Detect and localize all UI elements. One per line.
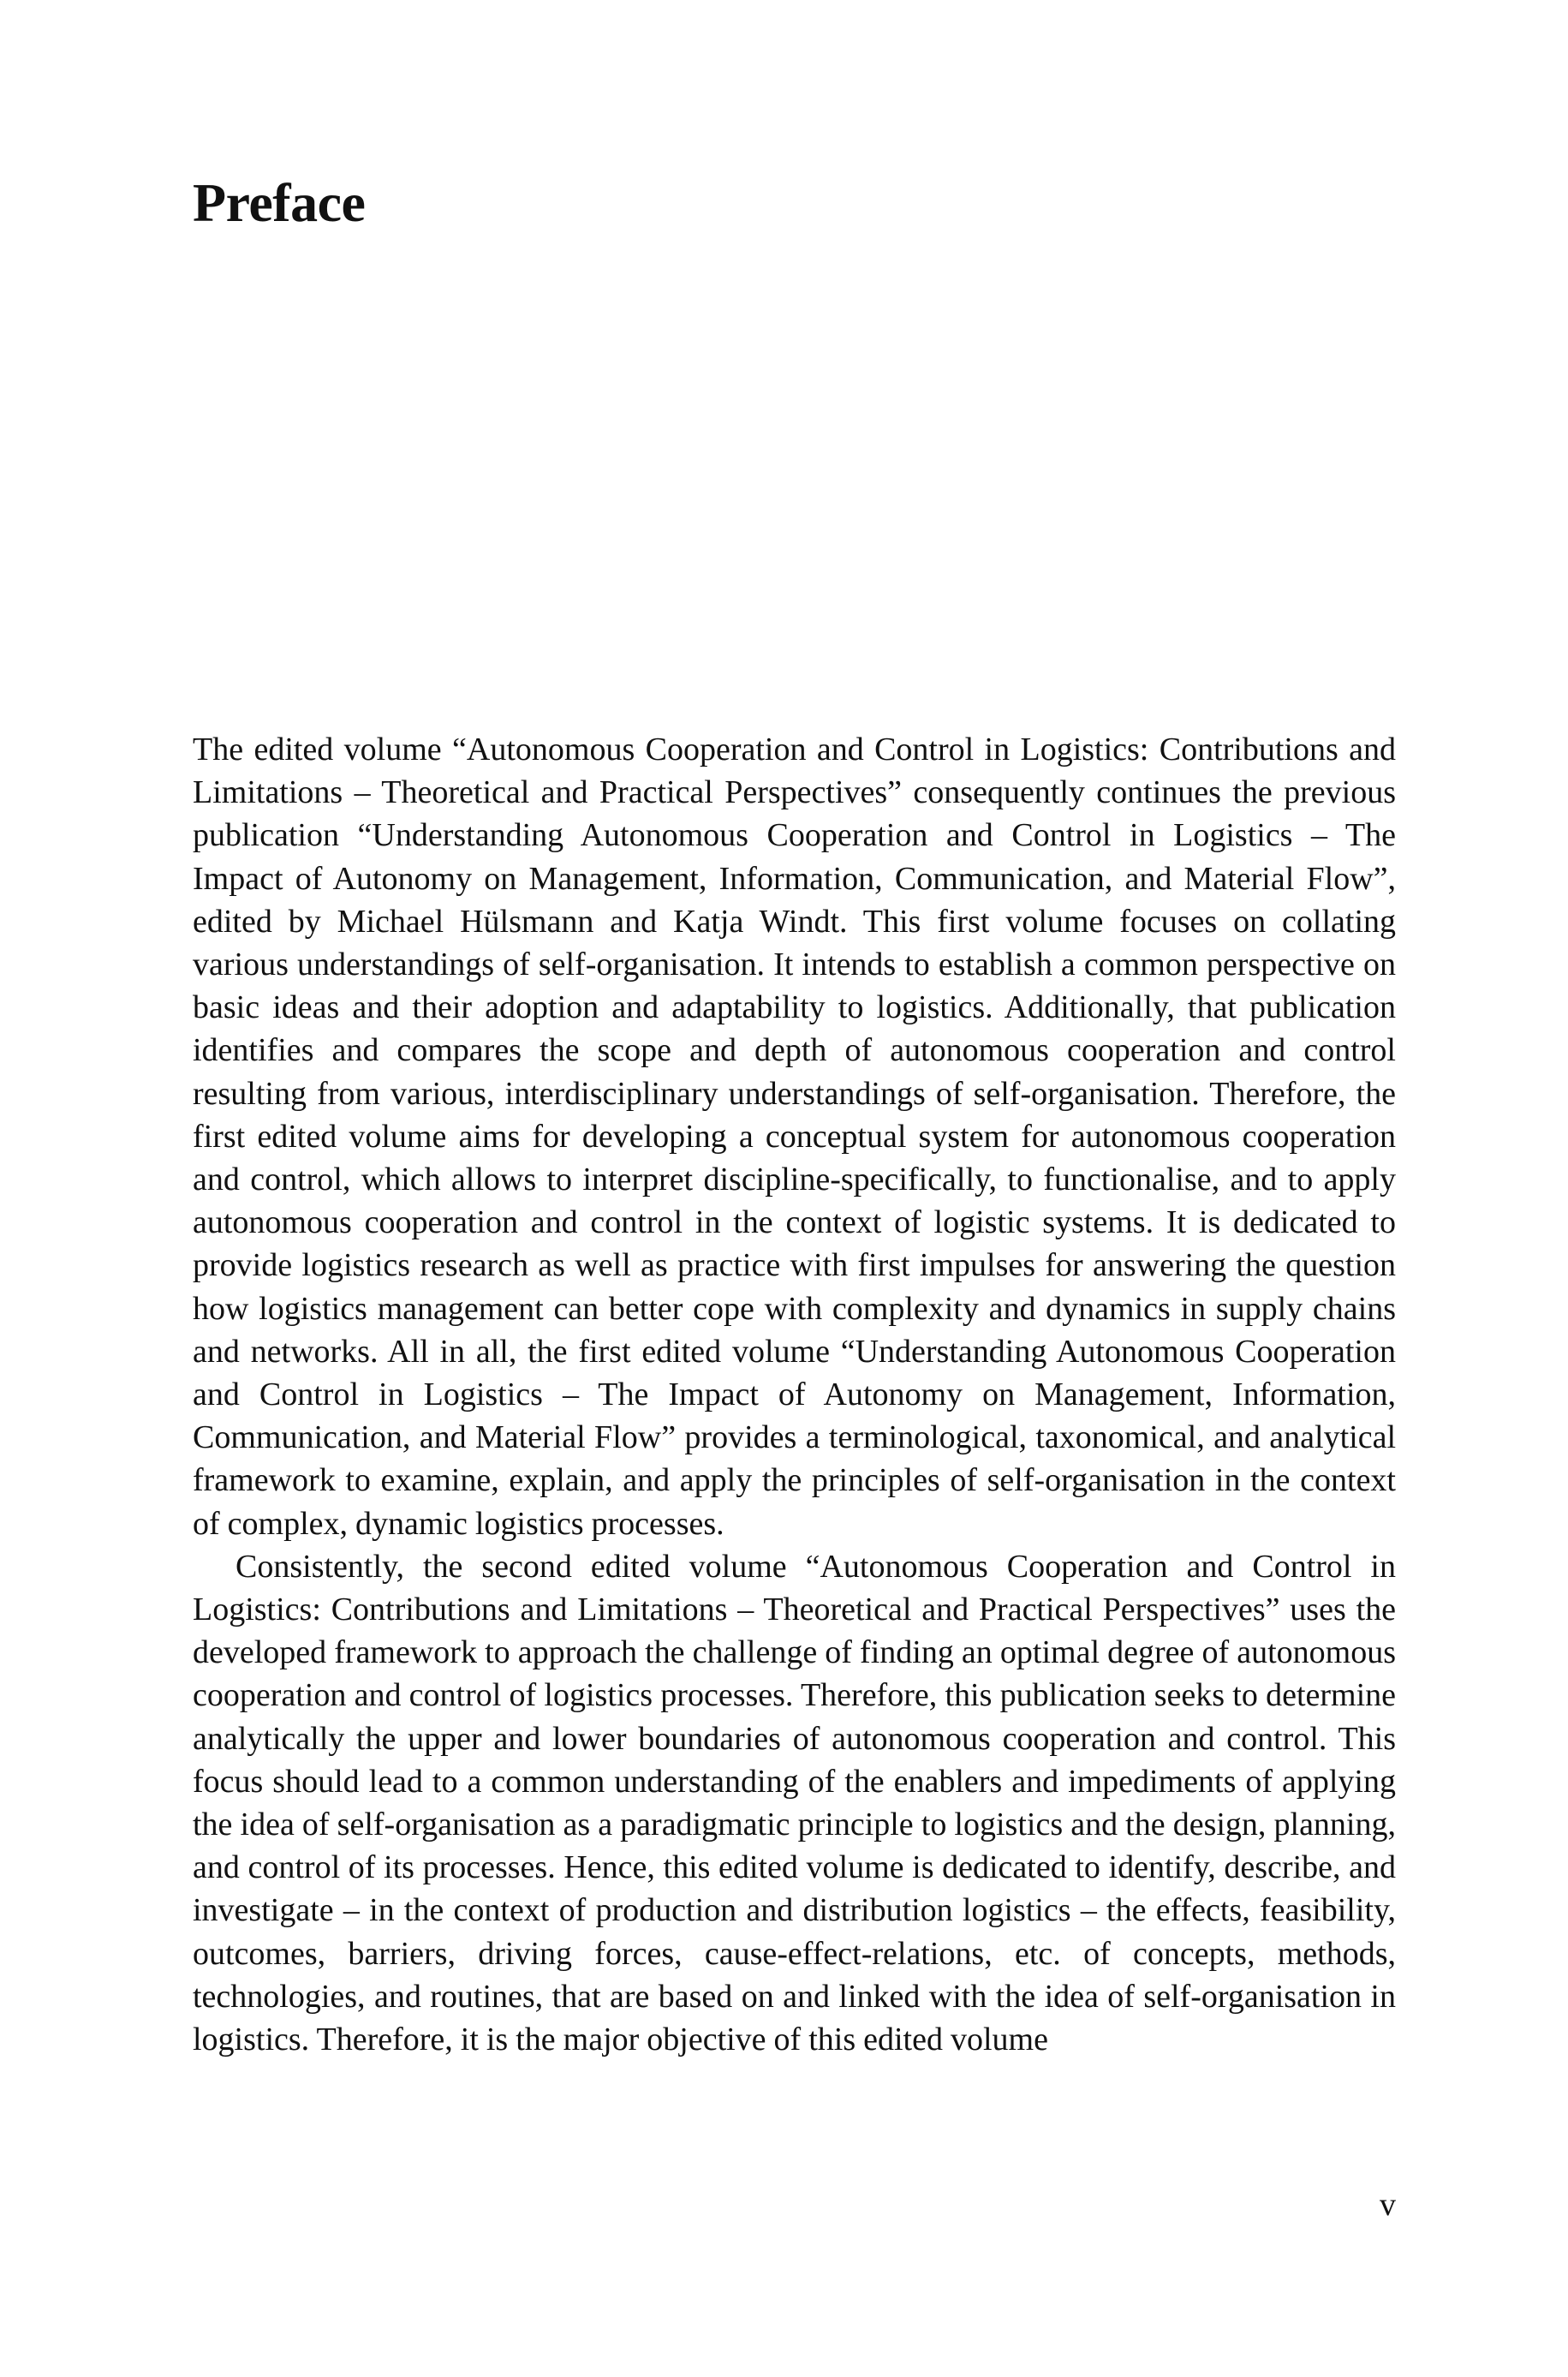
paragraph: Consistently, the second edited volume “Autonomous Cooperation and Control in Logistics: Contributions and Limitations – Theoretical and Practical Perspectives” uses the developed framework to approach the challenge of finding an optimal degree of autonomous cooperation and control of logistics processes. Therefore, this publication seeks to determine analytically the upper and lower boundaries of autonomous cooperation and control. This focus should lead to a common understanding of the enablers and impediments of applying the idea of self-organisation as a paradigmatic principle to logistics and the design, planning, and control of its processes. Hence, this edited volume is dedicated to identify, describe, and investigate – in the context of production and distribution logistics – the effects, feasibility, outcomes, barriers, driving forces, cause-effect-relations, etc. of concepts, methods, technologies, and routines, that are based on and linked with the idea of self-organisation in logistics. Therefore, it is the major objective of this edited volume: [193, 1548, 1396, 2058]
paragraph: The edited volume “Autonomous Cooperation and Control in Logistics: Contributions and Limitations – Theoretical and Practical Perspectives” consequently continues the previous publication “Understanding Autonomous Cooperation and Control in Logistics – The Impact of Autonomy on Management, Information, Communication, and Material Flow”, edited by Michael Hülsmann and Katja Windt. This first volume focuses on collating various understandings of self-organisation. It intends to establish a common perspective on basic ideas and their adoption and adaptability to logistics. Additionally, that publication identifies and compares the scope and depth of autonomous cooperation and control resulting from various, interdisciplinary understandings of self-organisation. Therefore, the first edited volume aims for developing a conceptual system for autonomous cooperation and control, which allows to interpret discipline-specifically, to functionalise, and to apply autonomous cooperation and control in the context of logistic systems. It is dedicated to provide logistics research as well as practice with first impulses for answering the question how logistics management can better cope with complexity and dynamics in supply chains and networks. All in all, the first edited volume “Understanding Autonomous Cooperation and Control in Logistics – The Impact of Autonomy on Management, Information, Communication, and Material Flow” provides a terminological, taxonomical, and analytical framework to examine, explain, and apply the principles of self-organisation in the context of complex, dynamic logistics processes.: [193, 732, 1396, 1542]
page-number: v: [1380, 2187, 1396, 2223]
preface-body: [193, 728, 1396, 2061]
chapter-title: Preface: [193, 172, 366, 233]
